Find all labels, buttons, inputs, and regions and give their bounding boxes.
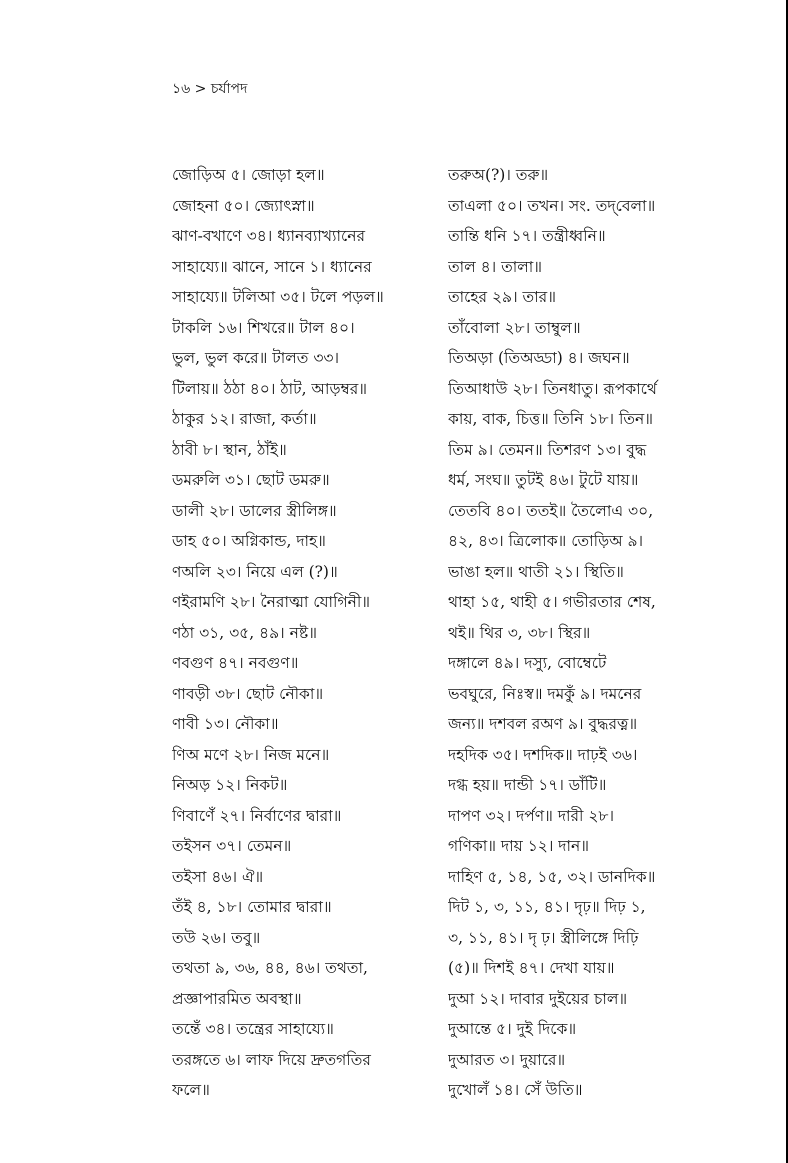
glossary-left-column	[172, 160, 442, 1106]
glossary-line: ঠাবী ৮। স্থান, ঠাঁই॥	[172, 440, 287, 459]
glossary-line: ডমরুলি ৩১। ছোট ডমরু॥	[172, 471, 330, 489]
glossary-line: ভুল, ভুল করে॥ টালত ৩৩।	[172, 349, 340, 367]
glossary-line: তাঁবোলা ২৮। তাম্বুল॥	[448, 318, 581, 337]
glossary-line: দঙ্গালে ৪৯। দস্যু, বোম্বেটে	[448, 654, 607, 672]
glossary-line: তিআধাউ ২৮। তিনধাতু। রূপকার্থে	[448, 379, 657, 398]
glossary-line: ফলে॥	[172, 1081, 210, 1099]
glossary-line: দুখোলঁ ১৪। সেঁ উতি॥	[448, 1081, 583, 1099]
glossary-line: কায়, বাক, চিত্ত॥ তিনি ১৮। তিন॥	[448, 410, 654, 428]
glossary-line: ভাঙা হল॥ থাতী ২১। স্থিতি॥	[448, 562, 624, 581]
glossary-right-column	[448, 160, 748, 1106]
glossary-line: ণইরামণি ২৮। নৈরাত্মা যোগিনী॥	[172, 593, 371, 611]
glossary-line: তইসন ৩৭। তেমন॥	[172, 837, 292, 855]
glossary-line: ৪২, ৪৩। ত্রিলোক॥ তোড়িঅ ৯।	[448, 532, 644, 550]
glossary-line: ডাহ ৫০। অগ্নিকান্ড, দাহ॥	[172, 532, 326, 550]
glossary-line: তাহের ২৯। তার॥	[448, 288, 556, 306]
glossary-line: থই॥ থির ৩, ৩৮। স্থির॥	[448, 623, 591, 642]
glossary-line: তরঙ্গতে ৬। লাফ দিয়ে দ্রুতগতির	[172, 1050, 371, 1069]
glossary-line: তান্তি ধনি ১৭। তন্ত্রীধ্বনি॥	[448, 227, 606, 245]
glossary-line: দুআন্তে ৫। দুই দিকে॥	[448, 1020, 577, 1038]
glossary-line: দাপণ ৩২। দর্পণ॥ দারী ২৮।	[448, 806, 615, 825]
glossary-line: তাল ৪। তালা॥	[448, 257, 543, 276]
glossary-line: ধর্ম, সংঘ॥ তুটই ৪৬। টুটে যায়॥	[448, 471, 639, 489]
glossary-line: প্রজ্ঞাপারমিত অবস্থা॥	[172, 989, 302, 1008]
glossary-line: নিঅড় ১২। নিকট॥	[172, 776, 288, 794]
glossary-line: তাএলা ৫০। তখন। সং. তদ্‌বেলা॥	[448, 196, 656, 215]
glossary-line: দুআরত ৩। দুয়ারে॥	[448, 1050, 566, 1069]
glossary-line: দুআ ১২। দাবার দুইয়ের চাল॥	[448, 989, 628, 1008]
glossary-line: তউ ২৬। তবু॥	[172, 928, 261, 947]
glossary-line: দাহিণ ৫, ১৪, ১৫, ৩২। ডানদিক॥	[448, 867, 656, 886]
glossary-line: ণাবী ১৩। নৌকা॥	[172, 715, 279, 733]
glossary-line: তথতা ৯, ৩৬, ৪৪, ৪৬। তথতা,	[172, 959, 368, 977]
glossary-line: সাহায্যে॥ টলিআ ৩৫। টলে পড়ল॥	[172, 288, 384, 306]
glossary-line: তিম ৯। তেমন॥ তিশরণ ১৩। বুদ্ধ	[448, 440, 647, 459]
glossary-line: টাকলি ১৬। শিখরে॥ টাল ৪০।	[172, 318, 355, 337]
glossary-line: ণিঅ মণে ২৮। নিজ মনে॥	[172, 745, 330, 764]
glossary-line: ভবঘুরে, নিঃস্ব॥ দমকুঁ ৯। দমনের	[448, 684, 642, 703]
glossary-line: জন্য॥ দশবল রঅণ ৯। বুদ্ধরত্ন॥	[448, 715, 638, 733]
glossary-line: দহদিক ৩৫। দশদিক॥ দাঢ়ই ৩৬।	[448, 745, 638, 764]
glossary-line: জোড়িঅ ৫। জোড়া হল॥	[172, 166, 325, 184]
glossary-line: সাহায্যে॥ ঝানে, সানে ১। ধ্যানের	[172, 257, 372, 276]
glossary-line: তিঅড়া (তিঅড্ডা) ৪। জঘন॥	[448, 349, 630, 367]
glossary-line: তন্তেঁ ৩৪। তন্ত্রের সাহায্যে॥	[172, 1020, 334, 1038]
glossary-line: ৩, ১১, ৪১। দৃ ঢ়। স্ত্রীলিঙ্গে দিঢ়ি	[448, 928, 639, 947]
glossary-line: ঠাকুর ১২। রাজা, কর্তা॥	[172, 410, 317, 428]
glossary-line: ণাবড়ী ৩৮। ছোট নৌকা॥	[172, 684, 324, 703]
running-head: ১৬ > চর্যাপদ	[172, 81, 248, 97]
glossary-line: টিলায়॥ ঠঠা ৪০। ঠাট, আড়ম্বর॥	[172, 379, 367, 398]
glossary-line: তরুঅ(?)। তরু॥	[448, 166, 549, 184]
glossary-line: ণিবাণেঁ ২৭। নির্বাণের দ্বারা॥	[172, 806, 342, 825]
glossary-line: দগ্ধ হয়॥ দান্ডী ১৭। ডাঁটি॥	[448, 776, 607, 794]
glossary-line: জোহনা ৫০। জ্যোৎস্না॥	[172, 196, 315, 215]
glossary-line: তঁই ৪, ১৮। তোমার দ্বারা॥	[172, 898, 332, 916]
glossary-line: ণবগুণ ৪৭। নবগুণ॥	[172, 654, 299, 672]
glossary-line: ণঅলি ২৩। নিয়ে এল (?)॥	[172, 562, 338, 581]
glossary-line: থাহা ১৫, থাহী ৫। গভীরতার শেষ,	[448, 593, 656, 611]
glossary-line: তেতবি ৪০। ততই॥ তৈলোএ ৩০,	[448, 501, 654, 520]
glossary-line: ডালী ২৮। ডালের স্ত্রীলিঙ্গ॥	[172, 501, 337, 520]
glossary-line: গণিকা॥ দায় ১২। দান॥	[448, 837, 589, 855]
glossary-line: ঝাণ-বখাণে ৩৪। ধ্যানব্যাখ্যানের	[172, 227, 365, 245]
glossary-line: দিট ১, ৩, ১১, ৪১। দৃঢ়॥ দিঢ় ১,	[448, 898, 646, 916]
glossary-line: (৫)॥ দিশই ৪৭। দেখা যায়॥	[448, 959, 615, 977]
glossary-line: ণঠা ৩১, ৩৫, ৪৯। নষ্ট॥	[172, 623, 317, 642]
glossary-line: তইসা ৪৬। ঐ॥	[172, 867, 264, 886]
